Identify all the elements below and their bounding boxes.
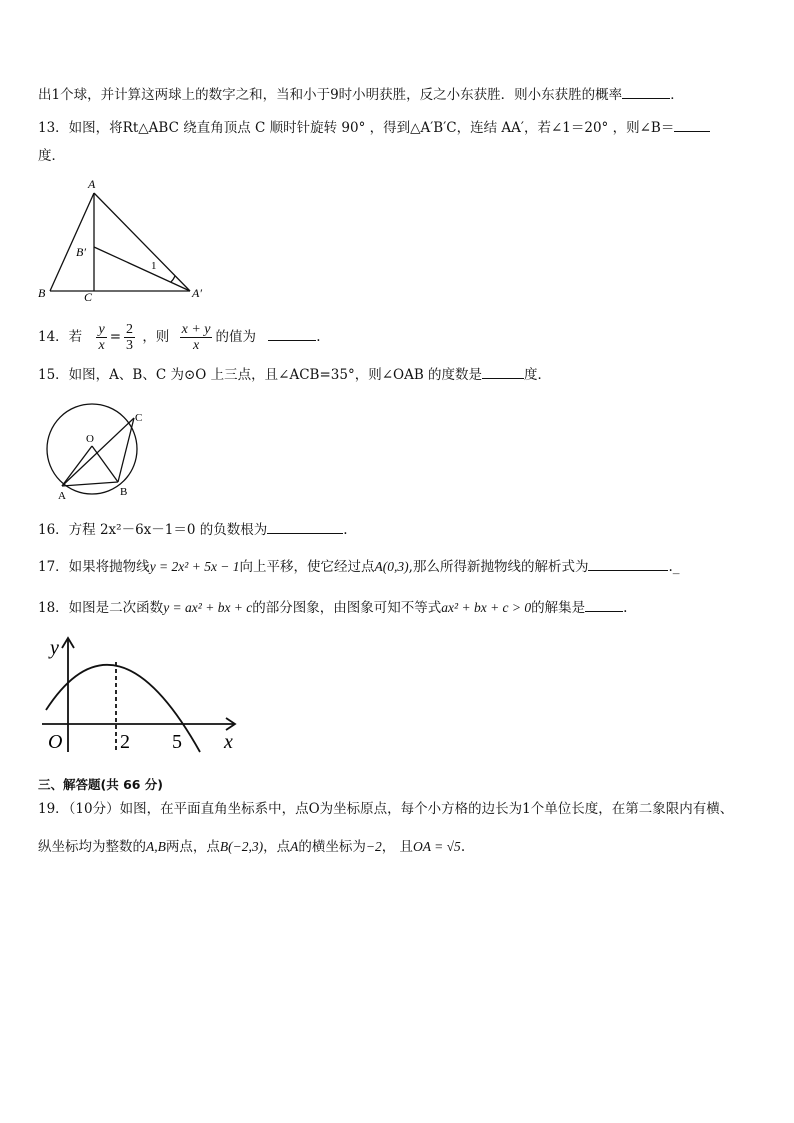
answer-blank	[588, 556, 668, 571]
segment-ob	[92, 446, 118, 482]
q14-prefix: 14．若	[38, 329, 83, 345]
label-b: B	[120, 486, 128, 498]
q19-end: .	[460, 839, 466, 855]
circle-o	[47, 404, 137, 494]
question-12-line	[38, 84, 684, 104]
q19-point-a: A	[290, 839, 299, 854]
segment-ab	[62, 482, 118, 486]
fraction-y-over-x	[96, 322, 106, 353]
question-17-line	[38, 556, 680, 576]
question-14-line	[38, 317, 321, 357]
q17-end: ._	[668, 559, 680, 575]
q16-end: .	[343, 522, 348, 538]
tick-label-2: 2	[120, 731, 130, 753]
q14-equals: =	[109, 329, 122, 345]
q18-suffix: 的解集是	[531, 600, 586, 616]
q17-suffix: ,那么所得新抛物线的解析式为	[408, 559, 589, 575]
q19-line1: 19．（10分）如图，在平面直角坐标系中，点O为坐标原点，每个小方格的边长为1个单位长度，在第二象限内有横、	[38, 801, 734, 817]
q13-cont: 度．	[38, 148, 65, 164]
q12-end: ．	[670, 87, 684, 103]
q18-inequality: ax² + bx + c > 0	[441, 600, 532, 615]
q18-end: .	[623, 600, 628, 616]
fraction-two-thirds	[124, 322, 135, 353]
edge-ab	[50, 193, 94, 291]
q19-oa-formula: OA = √5	[413, 839, 461, 854]
q18-formula: y = ax² + bx + c	[163, 600, 253, 615]
q19-minus-two: −2	[365, 839, 382, 854]
label-a: A	[58, 490, 66, 502]
q14-mid: ，则	[142, 329, 170, 345]
q13-text: 13．如图，将Rt△ABC 绕直角顶点 C 顺时针旋转 90° ，得到△A′B′C，连结 AA′，若∠1＝20° ，则∠B＝	[38, 120, 675, 136]
q17-formula: y = 2x² + 5x − 1	[149, 559, 240, 574]
fraction-numerator: x + y	[181, 322, 211, 337]
q19-text-a: 纵坐标均为整数的	[38, 839, 146, 855]
q19-point-b: B(−2,3)	[219, 839, 264, 854]
q15-text: 15．如图，A、B、C 为⊙O 上三点，且∠ACB=35°，则∠OAB 的度数是	[38, 367, 483, 383]
fraction-denominator: 3	[126, 338, 134, 353]
label-b-prime: B′	[76, 245, 86, 259]
label-angle-1: 1	[151, 260, 157, 272]
q19-text-b: 两点，点	[165, 839, 220, 855]
parabola-graph	[38, 632, 248, 757]
edge-a-a-prime	[94, 193, 190, 291]
label-c: C	[135, 412, 143, 424]
label-y: y	[50, 637, 59, 659]
question-13-cont	[38, 147, 65, 165]
fraction-x-plus-y-over-x	[180, 322, 213, 353]
label-a: A	[88, 177, 96, 191]
edge-b-prime-a-prime	[94, 247, 190, 291]
question-16-line	[38, 519, 348, 539]
angle-1-arc	[171, 276, 175, 282]
question-18-line	[38, 597, 627, 617]
label-c: C	[84, 290, 93, 304]
fraction-numerator: 2	[126, 322, 134, 337]
segment-oa	[62, 446, 92, 486]
q15-end: 度．	[524, 367, 552, 383]
answer-blank	[622, 84, 670, 99]
q18-prefix: 18．如图是二次函数	[38, 600, 164, 616]
question-19-line-2	[38, 838, 465, 856]
q17-prefix: 17．如果将抛物线	[38, 559, 150, 575]
answer-blank	[268, 326, 316, 341]
q19-text-e: ， 且	[381, 839, 414, 855]
answer-blank	[482, 364, 524, 379]
label-o: O	[86, 433, 94, 445]
q17-mid: 向上平移，使它经过点	[239, 559, 375, 575]
circle-o-figure	[36, 402, 156, 504]
label-b: B	[38, 286, 46, 300]
q14-end: .	[316, 329, 321, 345]
answer-blank	[585, 597, 623, 612]
q18-mid: 的部分图象，由图象可知不等式	[252, 600, 442, 616]
label-origin: O	[48, 731, 63, 753]
fraction-denominator: x	[98, 338, 105, 353]
q17-point: A(0,3)	[374, 559, 409, 574]
q16-text: 16．方程 2x²－6x－1＝0 的负数根为	[38, 522, 268, 538]
q14-suffix: 的值为	[215, 329, 256, 345]
segment-bc	[118, 418, 134, 482]
q12-text: 出1个球，并计算这两球上的数字之和，当和小于9时小明获胜，反之小东获胜．则小东获胜的概率	[38, 87, 623, 103]
question-13-line	[38, 117, 710, 137]
label-a-prime: A′	[192, 286, 202, 300]
section-heading: 三、解答题(共 66 分)	[38, 777, 164, 792]
segment-ac	[62, 418, 134, 486]
answer-blank	[674, 117, 710, 132]
label-x: x	[224, 731, 233, 753]
question-19-line-1	[38, 800, 733, 818]
q19-points-ab: A,B	[146, 839, 166, 854]
tick-label-5: 5	[172, 731, 182, 753]
fraction-numerator: y	[98, 322, 105, 337]
question-15-line	[38, 364, 551, 384]
rotation-triangle-figure	[30, 175, 220, 305]
fraction-denominator: x	[192, 338, 200, 353]
q19-text-d: 的横坐标为	[298, 839, 366, 855]
answer-blank	[267, 519, 343, 534]
q19-text-c: ，点	[263, 839, 291, 855]
